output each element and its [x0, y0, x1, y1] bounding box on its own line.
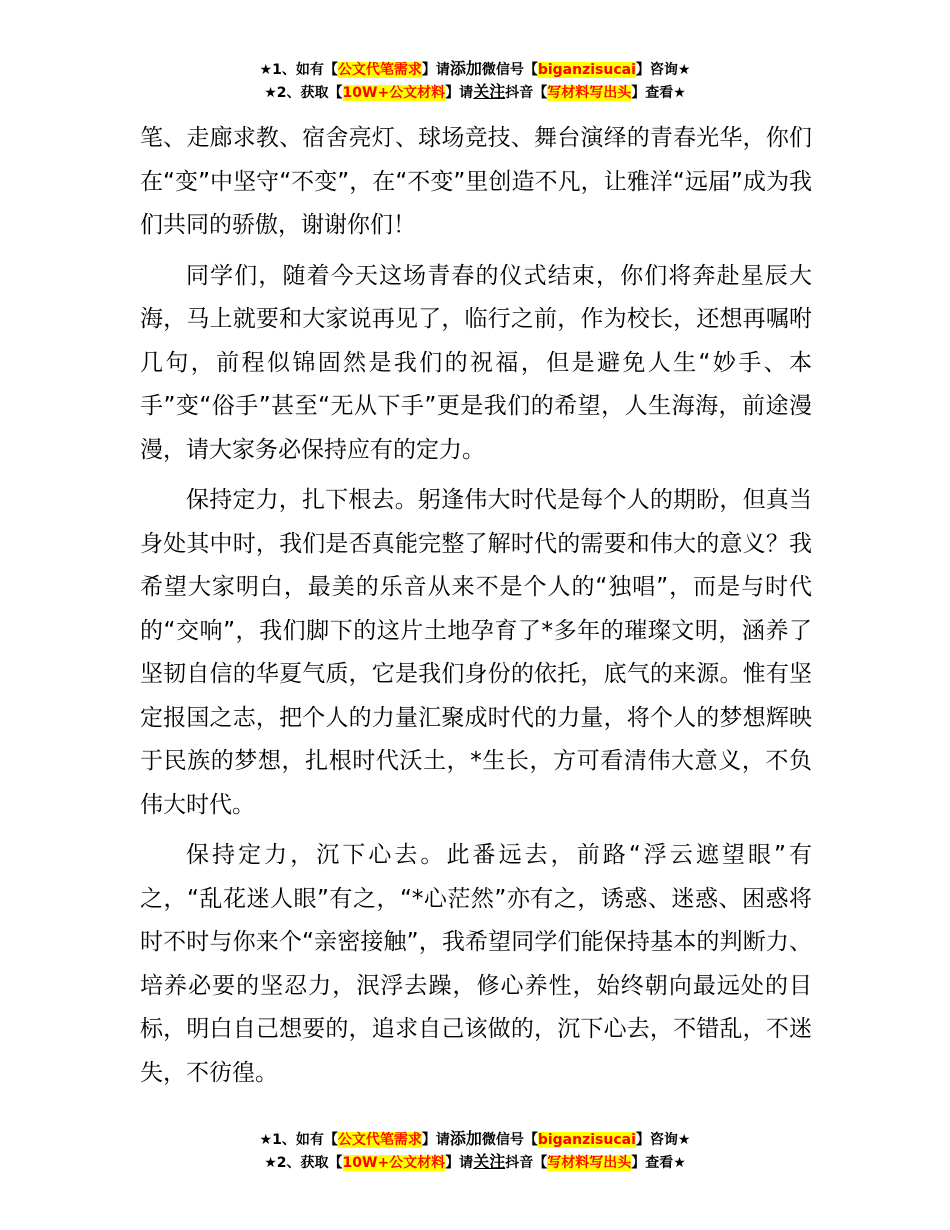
header-line-1	[0, 58, 950, 81]
paragraph: 保持定力，沉下心去。此番远去，前路“浮云遮望眼”有之，“乱花迷人眼”有之，“*心茫然”亦有之，诱惑、迷惑、困惑将时不时与你来个“亲密接触”，我希望同学们能保持基本的判断力、培养必要的坚忍力，泯浮去躁，修心养性，始终朝向最远处的目标，明白自己想要的，追求自己该做的，沉下心去，不错乱，不迷失，不彷徨。	[140, 842, 812, 1086]
banner-emphasis: 关注	[473, 1152, 506, 1171]
footer-banner	[0, 1128, 950, 1174]
paragraph: 同学们，随着今天这场青春的仪式结束，你们将奔赴星辰大海，马上就要和大家说再见了，临行之前，作为校长，还想再嘱咐几句，前程似锦固然是我们的祝福，但是避免人生“妙手、本手”变“俗手”甚至“无从下手”更是我们的希望，人生海海，前途漫漫，请大家务必保持应有的定力。	[140, 262, 812, 463]
document-body	[140, 117, 812, 1102]
footer-line-1	[0, 1128, 950, 1151]
highlight-service: 公文代笔需求	[337, 62, 422, 78]
header-line-2	[0, 81, 950, 104]
header-banner	[0, 58, 950, 104]
banner-text: ★2、获取【	[264, 85, 343, 101]
banner-text: 】咨询★	[635, 62, 691, 78]
banner-emphasis: 添加	[449, 59, 482, 78]
banner-text: 抖音【	[505, 1155, 548, 1171]
banner-text: 】查看★	[631, 1155, 686, 1171]
highlight-materials: 10W+公文材料	[342, 85, 446, 101]
banner-text: 】请	[445, 85, 474, 101]
banner-text: 抖音【	[505, 85, 548, 101]
banner-emphasis: 关注	[473, 82, 506, 101]
footer-line-2	[0, 1151, 950, 1174]
banner-text: 】咨询★	[635, 1132, 691, 1148]
highlight-wechat-id: biganzisucai	[537, 62, 636, 78]
banner-text: 】请	[445, 1155, 474, 1171]
banner-emphasis: 添加	[449, 1129, 482, 1148]
highlight-douyin-account: 写材料写出头	[547, 1155, 632, 1171]
banner-text: ★1、如有【	[259, 62, 338, 78]
highlight-douyin-account: 写材料写出头	[547, 85, 632, 101]
banner-text: ★2、获取【	[264, 1155, 343, 1171]
highlight-service: 公文代笔需求	[337, 1132, 422, 1148]
banner-text: 】查看★	[631, 85, 686, 101]
paragraph: 笔、走廊求教、宿舍亮灯、球场竞技、舞台演绎的青春光华，你们在“变”中坚守“不变”，在“不变”里创造不凡，让雅洋“远届”成为我们共同的骄傲，谢谢你们！	[140, 125, 812, 238]
banner-text: 微信号【	[481, 1132, 538, 1148]
highlight-materials: 10W+公文材料	[342, 1155, 446, 1171]
paragraph: 保持定力，扎下根去。躬逢伟大时代是每个人的期盼，但真当身处其中时，我们是否真能完整了解时代的需要和伟大的意义？我希望大家明白，最美的乐音从来不是个人的“独唱”，而是与时代的“交响”，我们脚下的这片土地孕育了*多年的璀璨文明，涵养了坚韧自信的华夏气质，它是我们身份的依托，底气的来源。惟有坚定报国之志，把个人的力量汇聚成时代的力量，将个人的梦想辉映于民族的梦想，扎根时代沃土，*生长，方可看清伟大意义，不负伟大时代。	[140, 487, 812, 818]
banner-text: 微信号【	[481, 62, 538, 78]
banner-text: 】请	[421, 1132, 450, 1148]
highlight-wechat-id: biganzisucai	[537, 1132, 636, 1148]
banner-text: 】请	[421, 62, 450, 78]
banner-text: ★1、如有【	[259, 1132, 338, 1148]
